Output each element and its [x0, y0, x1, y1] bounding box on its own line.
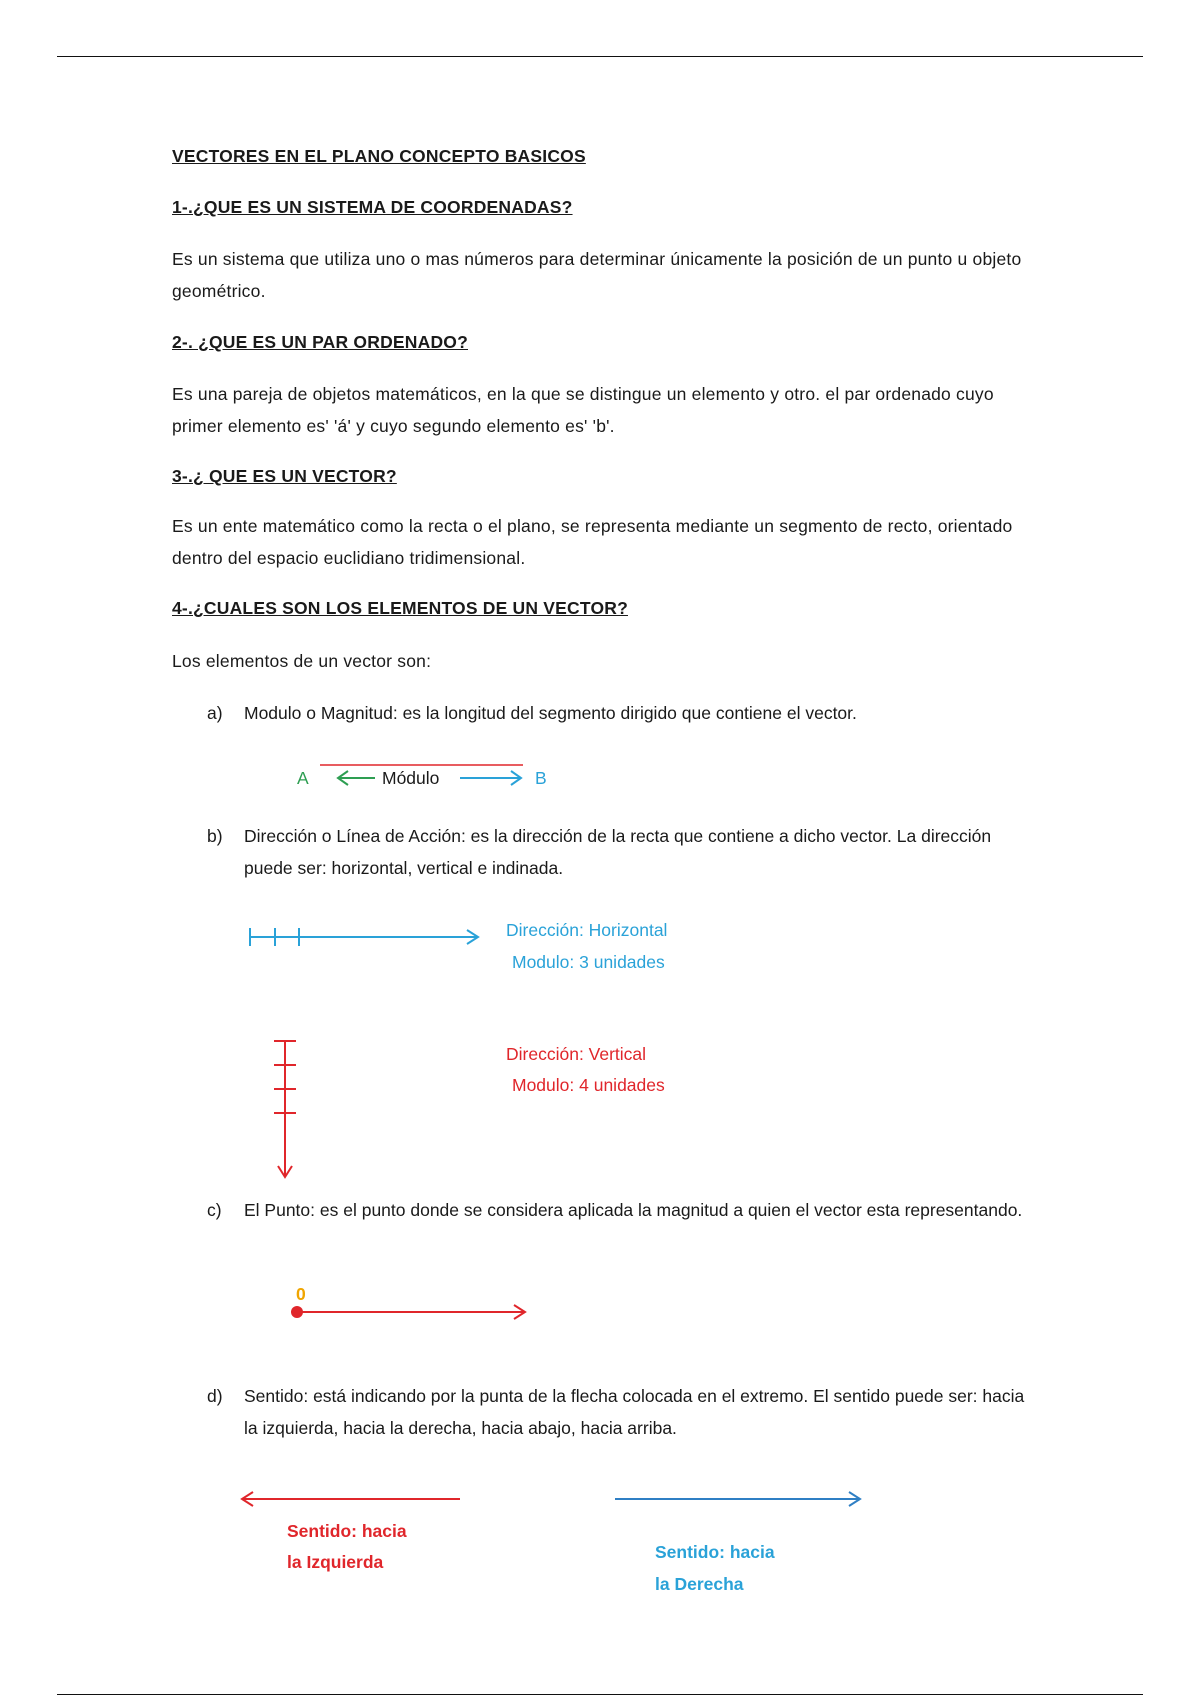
q2-text: Es una pareja de objetos matemáticos, en la que se distingue un elemento y otro. el par ordenado cuyo primer elemento es' 'á' y cuyo segundo elemento es' 'b'. [172, 384, 994, 436]
origin-label: 0 [296, 1284, 306, 1304]
left-sense-label-2: la Izquierda [287, 1552, 384, 1572]
bottom-rule [57, 1694, 1143, 1695]
horizontal-direction-label: Dirección: Horizontal [506, 920, 668, 940]
q1-text: Es un sistema que utiliza uno o mas números para determinar únicamente la posición de un punto u objeto geométrico. [172, 249, 1022, 301]
vertical-vector [274, 1041, 296, 1177]
right-sense-label-2: la Derecha [655, 1574, 744, 1594]
point-vector [297, 1305, 525, 1319]
item-b-label: b) [207, 826, 223, 846]
modulo-right-arrow [460, 771, 521, 785]
modulo-point-b: B [535, 768, 547, 788]
horizontal-vector [250, 928, 478, 946]
item-a-label: a) [207, 703, 223, 723]
modulo-left-arrow [338, 771, 375, 785]
q3-text: Es un ente matemático como la recta o el plano, se representa mediante un segmento de recto, orientado dentro del espacio euclidiano tridimensional. [172, 516, 1013, 568]
q2-heading: 2-. ¿QUE ES UN PAR ORDENADO? [172, 332, 468, 352]
right-sense-arrow [615, 1492, 860, 1506]
item-d-label: d) [207, 1386, 223, 1406]
item-c-text: El Punto: es el punto donde se considera aplicada la magnitud a quien el vector esta representando. [244, 1200, 1023, 1220]
modulo-point-a: A [297, 768, 309, 788]
q4-intro: Los elementos de un vector son: [172, 651, 432, 671]
item-c-label: c) [207, 1200, 222, 1220]
left-sense-label-1: Sentido: hacia [287, 1521, 407, 1541]
left-sense-arrow [242, 1492, 460, 1506]
item-a-text: Modulo o Magnitud: es la longitud del segmento dirigido que contiene el vector. [244, 703, 857, 723]
q1-heading: 1-.¿QUE ES UN SISTEMA DE COORDENADAS? [172, 197, 573, 217]
horizontal-modulo-label: Modulo: 3 unidades [512, 952, 665, 972]
q4-heading: 4-.¿CUALES SON LOS ELEMENTOS DE UN VECTOR? [172, 598, 628, 618]
item-d-text: Sentido: está indicando por la punta de la flecha colocada en el extremo. El sentido puede ser: hacia la izquierda, hacia la derecha, hacia abajo, hacia arriba. [244, 1386, 1025, 1438]
vertical-modulo-label: Modulo: 4 unidades [512, 1075, 665, 1095]
item-b-text: Dirección o Línea de Acción: es la dirección de la recta que contiene a dicho vector. La dirección puede ser: horizontal, vertical e indinada. [244, 826, 992, 878]
vertical-direction-label: Dirección: Vertical [506, 1044, 647, 1064]
q3-heading: 3-.¿ QUE ES UN VECTOR? [172, 466, 397, 486]
page-title: VECTORES EN EL PLANO CONCEPTO BASICOS [172, 146, 586, 166]
right-sense-label-1: Sentido: hacia [655, 1542, 775, 1562]
modulo-label: Módulo [382, 768, 440, 788]
